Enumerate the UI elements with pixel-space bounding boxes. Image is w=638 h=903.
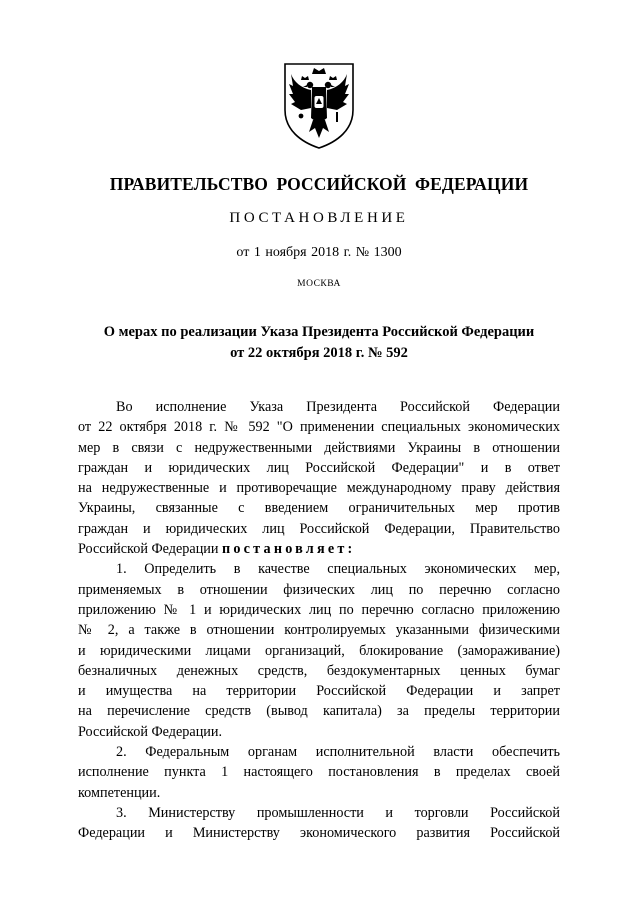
- body-line: Федерации и Министерству экономического развития Российской: [78, 825, 560, 842]
- document-title: [60, 322, 578, 364]
- body-line: исполнение пункта 1 настоящего постановления в пределах своей: [78, 764, 560, 781]
- body-line: № 2, а также в отношении контролируемых указанными физическими: [78, 622, 560, 639]
- body-line: безналичных денежных средств, бездокументарных ценных бумаг: [78, 662, 560, 679]
- document-date-number: от 1 ноября 2018 г. № 1300: [236, 245, 402, 260]
- body-line: Российской Федерации.: [78, 723, 223, 740]
- body-line: граждан и юридических лиц Российской Федерации" и в ответ: [78, 459, 560, 476]
- body-line: и имущества на территории Российской Федерации и запрет: [78, 683, 560, 700]
- document-body: [78, 397, 560, 844]
- body-line: и юридическими лицами организаций, блокирование (замораживание): [78, 642, 560, 659]
- body-line: мер в связи с недружественными действиями Украины в отношении: [78, 439, 560, 456]
- body-line: на недружественные и противоречащие международному праву действия: [78, 480, 560, 497]
- body-line: компетенции.: [78, 784, 161, 801]
- title-line: О мерах по реализации Указа Президента Российской Федерации: [103, 324, 535, 340]
- decree-word: постановляет:: [222, 541, 356, 558]
- document-type: ПОСТАНОВЛЕНИЕ: [229, 210, 409, 226]
- body-line: на перечисление средств (вывод капитала) за пределы территории: [78, 703, 560, 720]
- body-line: граждан и юридических лиц Российской Федерации, Правительство: [78, 520, 560, 537]
- document-city: МОСКВА: [297, 279, 341, 289]
- body-line: Российской Федерации: [78, 541, 219, 558]
- coat-of-arms-emblem: [279, 58, 359, 150]
- body-line: Во исполнение Указа Президента Российской Федерации: [116, 399, 560, 415]
- body-line-decree: [78, 539, 560, 559]
- body-line: Украины, связанные с введением ограничительных мер против: [78, 500, 560, 517]
- body-line: 2. Федеральным органам исполнительной власти обеспечить: [116, 744, 560, 761]
- body-line: приложению № 1 и юридических лиц по перечню согласно приложению: [78, 601, 560, 618]
- title-line: от 22 октября 2018 г. № 592: [230, 345, 408, 361]
- body-line: 3. Министерству промышленности и торговли Российской: [116, 804, 560, 821]
- body-line: 1. Определить в качестве специальных экономических мер,: [116, 561, 560, 578]
- body-line: от 22 октября 2018 г. № 592 "О применении специальных экономических: [78, 419, 560, 436]
- body-line: применяемых в отношении физических лиц по перечню согласно: [78, 581, 560, 598]
- organization-name: ПРАВИТЕЛЬСТВО РОССИЙСКОЙ ФЕДЕРАЦИИ: [109, 174, 529, 194]
